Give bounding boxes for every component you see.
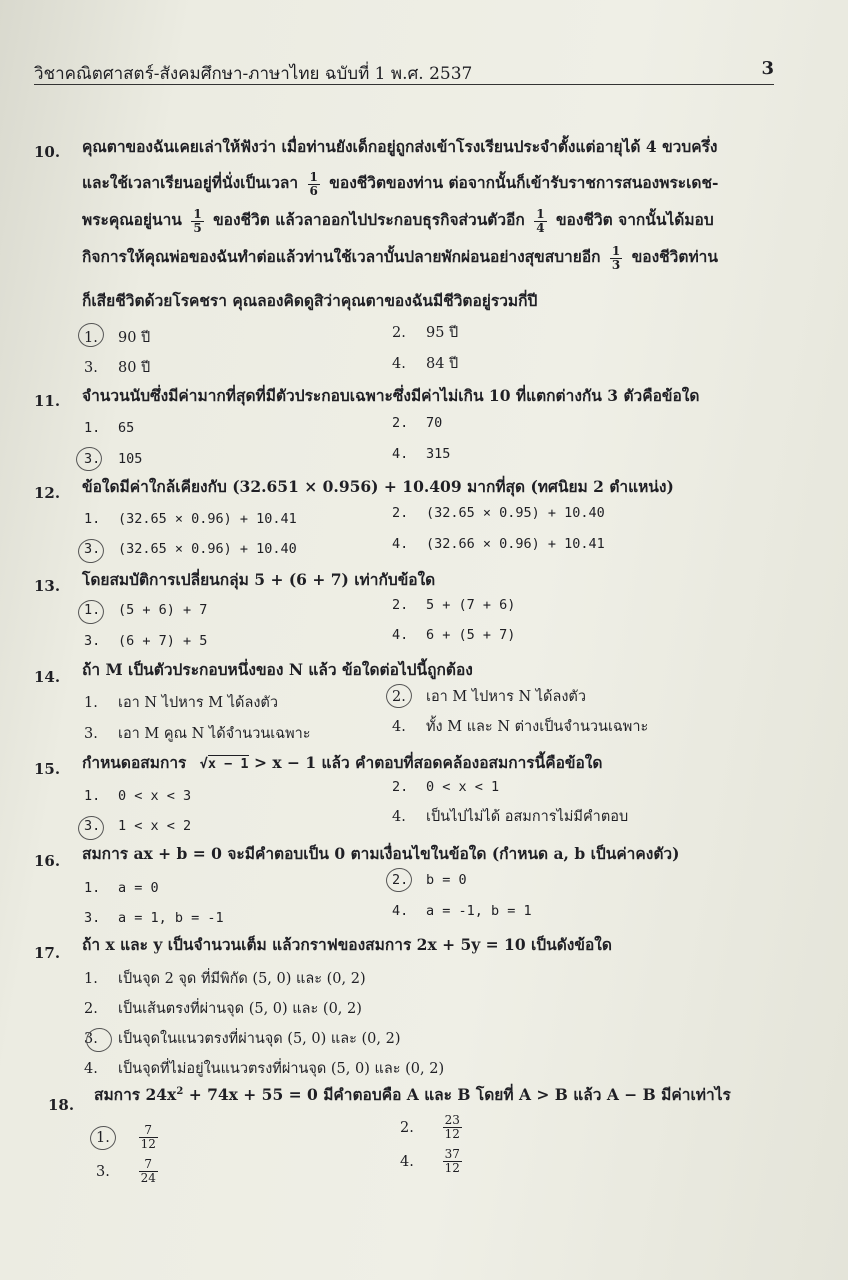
option-number: 3. [84,910,101,926]
option-number: 2. [392,325,406,341]
option-text: (5 + 6) + 7 [118,602,208,618]
option-number: 4. [392,719,406,735]
question-text [82,750,602,775]
option-number: 3. [84,1031,98,1047]
answer-option[interactable] [400,1114,466,1141]
option-number: 1. [84,602,101,618]
text-segment: กำหนดอสมการ [82,753,187,772]
answer-option[interactable] [84,722,311,745]
option-text: (32.65 × 0.96) + 10.41 [118,511,297,527]
option-number: 4. [392,627,409,643]
option-text: (32.65 × 0.96) + 10.40 [118,541,297,557]
option-number: 4. [392,536,409,552]
answer-option[interactable] [392,505,605,521]
denominator: 6 [309,183,318,198]
radical-sign: √ [199,756,208,772]
option-number: 3. [84,818,101,834]
question-number: 12. [34,484,61,502]
answer-option[interactable] [84,691,278,714]
question-text [82,170,718,198]
question-number: 11. [34,392,61,410]
answer-option[interactable] [84,1057,444,1080]
option-text: เป็นไปไม่ได้ อสมการไม่มีคำตอบ [426,809,629,825]
answer-option[interactable] [84,511,297,527]
answer-option[interactable] [392,627,515,643]
page-header [34,58,774,85]
option-number: 4. [392,903,409,919]
answer-option[interactable] [392,805,628,828]
answer-option[interactable] [84,356,150,379]
answer-option[interactable] [392,597,515,613]
option-number: 4. [84,1061,98,1077]
option-number: 3. [84,633,101,649]
option-number: 2. [392,689,406,705]
question-text: ก็เสียชีวิตด้วยโรคชรา คุณลองคิดดูสิว่าคุณตาของฉันมีชีวิตอยู่รวมกี่ปี [82,291,538,310]
option-text: 84 ปี [426,356,459,372]
radicand: x − 1 [207,756,249,772]
option-number: 2. [392,872,409,888]
fraction [534,208,546,235]
answer-option[interactable] [392,321,458,344]
option-text: (32.66 × 0.96) + 10.41 [426,536,605,552]
question-number: 17. [34,944,61,962]
question-text: ข้อใดมีค่าใกล้เคียงกับ (32.651 × 0.956) + 10.409 มากที่สุด (ทศนิยม 2 ตำแหน่ง) [82,477,674,496]
exponent: 2 [176,1085,184,1097]
option-number: 1. [96,1129,110,1146]
question-number: 18. [48,1096,75,1114]
text-segment: ของชีวิตของท่าน ต่อจากนั้นก็เข้ารับราชการสนองพระเดช- [329,173,719,192]
fraction [139,1158,158,1185]
option-number: 1. [84,788,101,804]
question-text: จำนวนนับซึ่งมีค่ามากที่สุดที่มีตัวประกอบเฉพาะซึ่งมีค่าไม่เกิน 10 ที่แตกต่างกัน 3 ตัวคือข้อใด [82,386,700,405]
option-text: (6 + 7) + 5 [118,633,208,649]
question-text [82,207,714,235]
option-text: 0 < x < 3 [118,788,192,804]
answer-option[interactable] [392,352,458,375]
option-number: 1. [84,695,98,711]
answer-option[interactable] [84,541,297,557]
question-text: สมการ ax + b = 0 จะมีคำตอบเป็น 0 ตามเงื่อนไขในข้อใด (กำหนด a, b เป็นค่าคงตัว) [82,844,680,863]
option-text: เอา M คูณ N ได้จำนวนเฉพาะ [118,726,311,742]
option-number: 1. [84,971,98,987]
fraction [139,1124,158,1151]
page-number: 3 [761,58,774,79]
option-text: เอา M ไปหาร N ได้ลงตัว [426,689,586,705]
text-segment: + 74x + 55 = 0 มีคำตอบคือ A และ B โดยที่ A > B แล้ว A − B มีค่าเท่าไร [188,1085,731,1104]
text-segment: สมการ 24x [94,1085,177,1104]
denominator: 5 [193,220,202,235]
answer-circle-mark [74,445,104,474]
option-number: 2. [400,1119,414,1136]
option-number: 2. [84,1001,98,1017]
numerator: 37 [444,1147,460,1161]
fraction [191,208,203,235]
option-text: a = -1, b = 1 [426,903,532,919]
denominator: 12 [444,1161,460,1175]
question-number: 16. [34,852,61,870]
question-text: ถ้า M เป็นตัวประกอบหนึ่งของ N แล้ว ข้อใดต่อไปนี้ถูกต้อง [82,660,473,679]
answer-option[interactable] [392,415,442,431]
denominator: 12 [444,1127,460,1141]
answer-option[interactable] [96,1158,162,1185]
option-text: (32.65 × 0.95) + 10.40 [426,505,605,521]
option-text: เอา N ไปหาร M ได้ลงตัว [118,695,278,711]
header-title: วิชาคณิตศาสตร์-สังคมศึกษา-ภาษาไทย ฉบับที่ 1 พ.ศ. 2537 [34,64,473,84]
option-text: 80 ปี [118,360,151,376]
text-segment: และใช้เวลาเรียนอยู่ที่นั่งเป็นเวลา [82,173,299,192]
option-text: 5 + (7 + 6) [426,597,516,613]
answer-option[interactable] [392,446,450,462]
option-number: 4. [392,809,406,825]
numerator: 1 [193,206,202,221]
text-segment: พระคุณอยู่นาน [82,210,182,229]
numerator: 1 [536,206,545,221]
question-number: 13. [34,577,61,595]
question-text [82,244,718,272]
option-text: เป็นจุดที่ไม่อยู่ในแนวตรงที่ผ่านจุด (5, 0) และ (0, 2) [118,1061,445,1077]
option-number: 3. [84,541,101,557]
option-text: 315 [426,446,451,462]
option-text: b = 0 [426,872,467,888]
numerator: 7 [139,1124,158,1138]
option-number: 1. [84,420,101,436]
option-text: 1 < x < 2 [118,818,192,834]
option-number: 2. [392,505,409,521]
answer-option[interactable] [392,715,648,738]
fraction [610,245,622,272]
answer-option[interactable] [392,779,499,795]
answer-option[interactable] [84,1027,401,1050]
question-text: ถ้า x และ y เป็นจำนวนเต็ม แล้วกราฟของสมการ 2x + 5y = 10 เป็นดังข้อใด [82,935,612,954]
answer-option[interactable] [84,633,207,649]
question-number: 10. [34,143,61,161]
option-text: เป็นจุด 2 จุด ที่มีพิกัด (5, 0) และ (0, 2) [118,971,366,987]
option-number: 1. [84,880,101,896]
option-text: เป็นเส้นตรงที่ผ่านจุด (5, 0) และ (0, 2) [118,1001,362,1017]
text-segment: กิจการให้คุณพ่อของฉันทำต่อแล้วท่านใช้เวลาบั้นปลายพักผ่อนอย่างสุขสบายอีก [82,247,601,266]
answer-option[interactable] [400,1148,466,1175]
question-number: 15. [34,760,61,778]
denominator: 24 [140,1171,156,1185]
numerator: 1 [611,243,621,258]
answer-option[interactable] [84,910,224,926]
answer-option[interactable] [84,967,366,990]
option-number: 3. [84,726,98,742]
question-text: โดยสมบัติการเปลี่ยนกลุ่ม 5 + (6 + 7) เท่ากับข้อใด [82,570,436,589]
option-number: 4. [392,356,406,372]
option-text: 70 [426,415,443,431]
answer-option[interactable] [392,903,532,919]
question-text: คุณตาของฉันเคยเล่าให้ฟังว่า เมื่อท่านยังเด็กอยู่ถูกส่งเข้าโรงเรียนประจำตั้งแต่อายุได้ 4 ขวบครึ่ง [82,137,718,156]
answer-option[interactable] [392,685,586,708]
answer-option[interactable] [84,997,362,1020]
option-number: 1. [84,330,98,346]
answer-option[interactable] [84,420,134,436]
option-text: a = 1, b = -1 [118,910,224,926]
option-number: 3. [84,360,98,376]
text-segment: > x − 1 แล้ว คำตอบที่สอดคล้องอสมการนี้คือข้อใด [253,753,603,772]
option-number: 2. [392,597,409,613]
option-number: 2. [392,415,409,431]
question-number: 14. [34,668,61,686]
denominator: 3 [611,257,621,272]
answer-option[interactable] [84,880,159,896]
option-text: a = 0 [118,880,159,896]
option-number: 4. [400,1153,414,1170]
fraction [308,171,320,198]
denominator: 4 [536,220,545,235]
option-number: 2. [392,779,409,795]
text-segment: ของชีวิต จากนั้นได้มอบ [555,210,714,229]
option-number: 1. [84,511,101,527]
option-text: 90 ปี [118,330,151,346]
option-number: 3. [96,1163,110,1180]
answer-option[interactable] [84,788,191,804]
numerator: 7 [139,1158,158,1172]
option-text: 0 < x < 1 [426,779,500,795]
question-text [94,1082,731,1107]
text-segment: ของชีวิต แล้วลาออกไปประกอบธุรกิจส่วนตัวอีก [213,210,525,229]
answer-option[interactable] [392,536,605,552]
text-segment: ของชีวิตท่าน [631,247,718,266]
fraction [443,1148,462,1175]
option-text: ทั้ง M และ N ต่างเป็นจำนวนเฉพาะ [426,719,649,735]
option-number: 3. [84,451,101,467]
answer-circle-mark [384,866,414,895]
option-number: 4. [392,446,409,462]
denominator: 12 [140,1137,156,1151]
option-text: 6 + (5 + 7) [426,627,516,643]
option-text: 65 [118,420,135,436]
numerator: 23 [444,1113,460,1127]
option-text: เป็นจุดในแนวตรงที่ผ่านจุด (5, 0) และ (0, 2) [118,1031,401,1047]
numerator: 1 [309,169,318,184]
option-text: 105 [118,451,143,467]
option-text: 95 ปี [426,325,459,341]
fraction [443,1114,462,1141]
